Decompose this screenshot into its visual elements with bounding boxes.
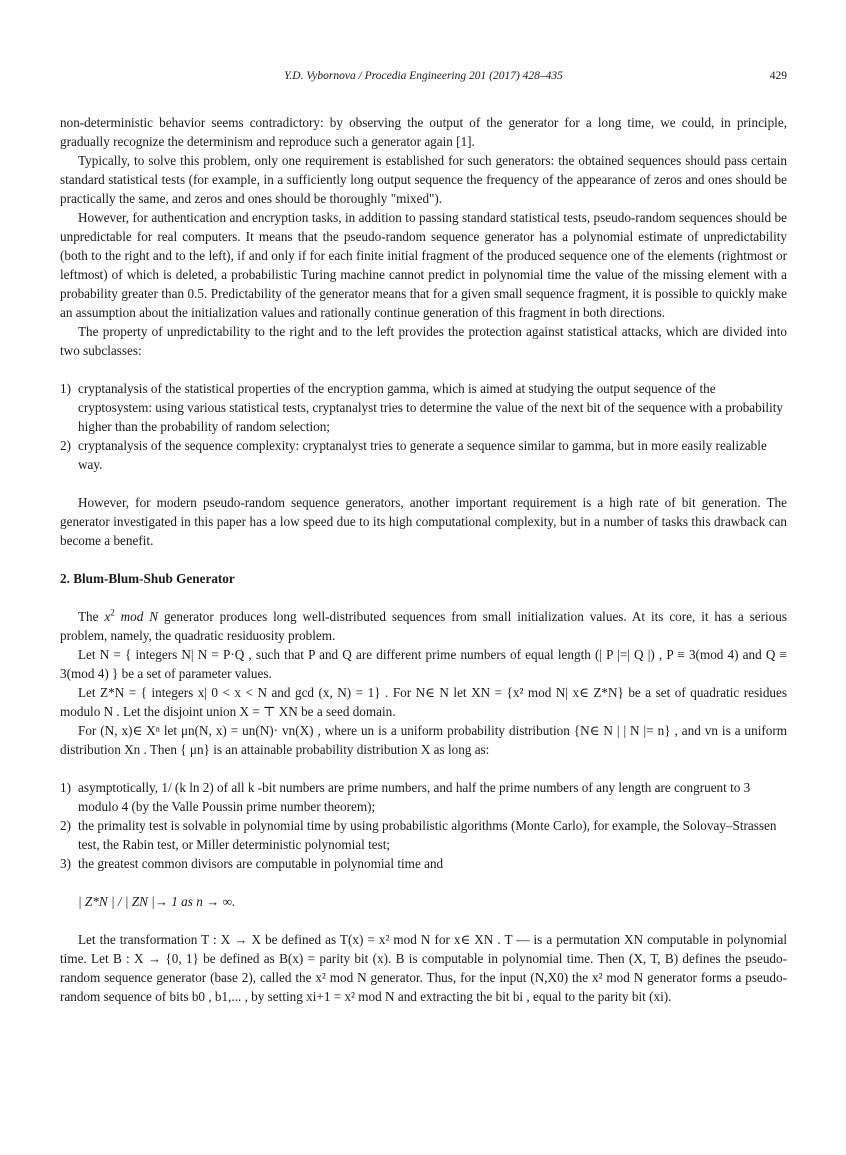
list-item: 1) asymptotically, 1/ (k ln 2) of all k -bit numbers are prime numbers, and half the prime numbers of any length are congruent to 3 modulo 4 (by the Valle Poussin prime number theorem);	[60, 780, 751, 814]
paragraph: The $x^2$ mod N generator produces long well-distributed sequences from small initialization values. At its core, it has a serious problem, namely, the quadratic residuosity problem.	[60, 607, 787, 643]
paragraph: However, for modern pseudo-random sequence generators, another important requirement is a high rate of bit generation. The generator investigated in this paper has a low speed due to its high computational complexity, but in a number of tasks this drawback can become a benefit.	[60, 495, 787, 548]
paragraph: Let Z*N = { integers x| 0 < x < N and gcd (x, N) = 1} . For N∈ N let XN = {x² mod N| x∈ Z*N} be a set of quadratic residues modulo N . Let the disjoint union X = ⊤ XN be a seed domain.	[60, 685, 787, 719]
attack-list	[60, 379, 787, 474]
paragraph: The property of unpredictability to the right and to the left provides the protection against statistical attacks, which are divided into two subclasses:	[60, 324, 787, 358]
paragraph: non-deterministic behavior seems contradictory: by observing the output of the generator for a long time, we could, in principle, gradually recognize the determinism and reproduce such a generator again [1].	[60, 115, 787, 149]
running-head: Y.D. Vybornova / Procedia Engineering 201 (2017) 428–435	[284, 70, 563, 82]
paragraph: However, for authentication and encryption tasks, in addition to passing standard statistical tests, pseudo-random sequences should be unpredictable for real computers. It means that the pseudo-random sequence generator has a polynomial estimate of unpredictability (both to the right and to the left), if and only if for each finite initial fragment of the produced sequence one of the elements (rightmost or leftmost) of which is deleted, a probabilistic Turing machine cannot predict in polynomial time the value of the missing element with a probability greater than 0.5. Predictability of the generator means that for a given small sequence fragment, it is possible to quickly make an assumption about the initialization values and rationally continue generation of this fragment in both directions.	[60, 210, 787, 320]
paragraph: Let N = { integers N| N = P·Q , such that P and Q are different prime numbers of equal length (| P |=| Q |) , P ≡ 3(mod 4) and Q ≡ 3(mod 4) } be a set of parameter values.	[60, 647, 787, 681]
list-item: 2) the primality test is solvable in polynomial time by using probabilistic algorithms (Monte Carlo), for example, the Solovay–Strassen test, the Rabin test, or Miller deterministic polynomial test;	[60, 818, 777, 852]
page-header	[60, 70, 787, 86]
page-number: 429	[769, 70, 787, 82]
conditions-list	[60, 778, 787, 873]
paragraph: For (N, x)∈ Xⁿ let μn(N, x) = un(N)· vn(X) , where un is a uniform probability distribution {N∈ N | | N |= n} , and vn is a uniform distribution Xn . Then { μn} is an attainable probability distribution X as long as:	[60, 723, 787, 757]
paragraph: Let the transformation T : X → X be defined as T(x) = x² mod N for x∈ XN . T — is a permutation XN computable in polynomial time. Let B : X → {0, 1} be defined as B(x) = parity bit (x). B is computable in polynomial time. Then (X, T, B) defines the pseudo-random sequence generator (base 2), called the x² mod N generator. Thus, for the input (N,X0) the x² mod N generator forms a pseudo-random sequence of bits b0 , b1,... , by setting xi+1 = x² mod N and extracting the bit bi , equal to the parity bit (xi).	[60, 932, 787, 1004]
equation: | Z*N | / | ZN |→ 1 as n → ∞.	[78, 894, 236, 909]
section-heading: 2. Blum-Blum-Shub Generator	[60, 571, 235, 586]
paragraph: Typically, to solve this problem, only one requirement is established for such generators: the obtained sequences should pass certain standard statistical tests (for example, in a sufficiently long output sequence the frequency of the appearance of zeros and ones should be practically the same, and zeros and ones should be thoroughly "mixed").	[60, 153, 787, 206]
body-text	[60, 113, 787, 1006]
list-item: 2) cryptanalysis of the sequence complexity: cryptanalyst tries to generate a sequence similar to gamma, but in more easily realizable way.	[60, 438, 767, 472]
list-item: 1) cryptanalysis of the statistical properties of the encryption gamma, which is aimed at studying the output sequence of the cryptosystem: using various statistical tests, cryptanalyst tries to determine the value of the next bit of the sequence with a probability higher than the probability of random selection;	[60, 381, 783, 434]
list-item: 3) the greatest common divisors are computable in polynomial time and	[60, 856, 444, 871]
